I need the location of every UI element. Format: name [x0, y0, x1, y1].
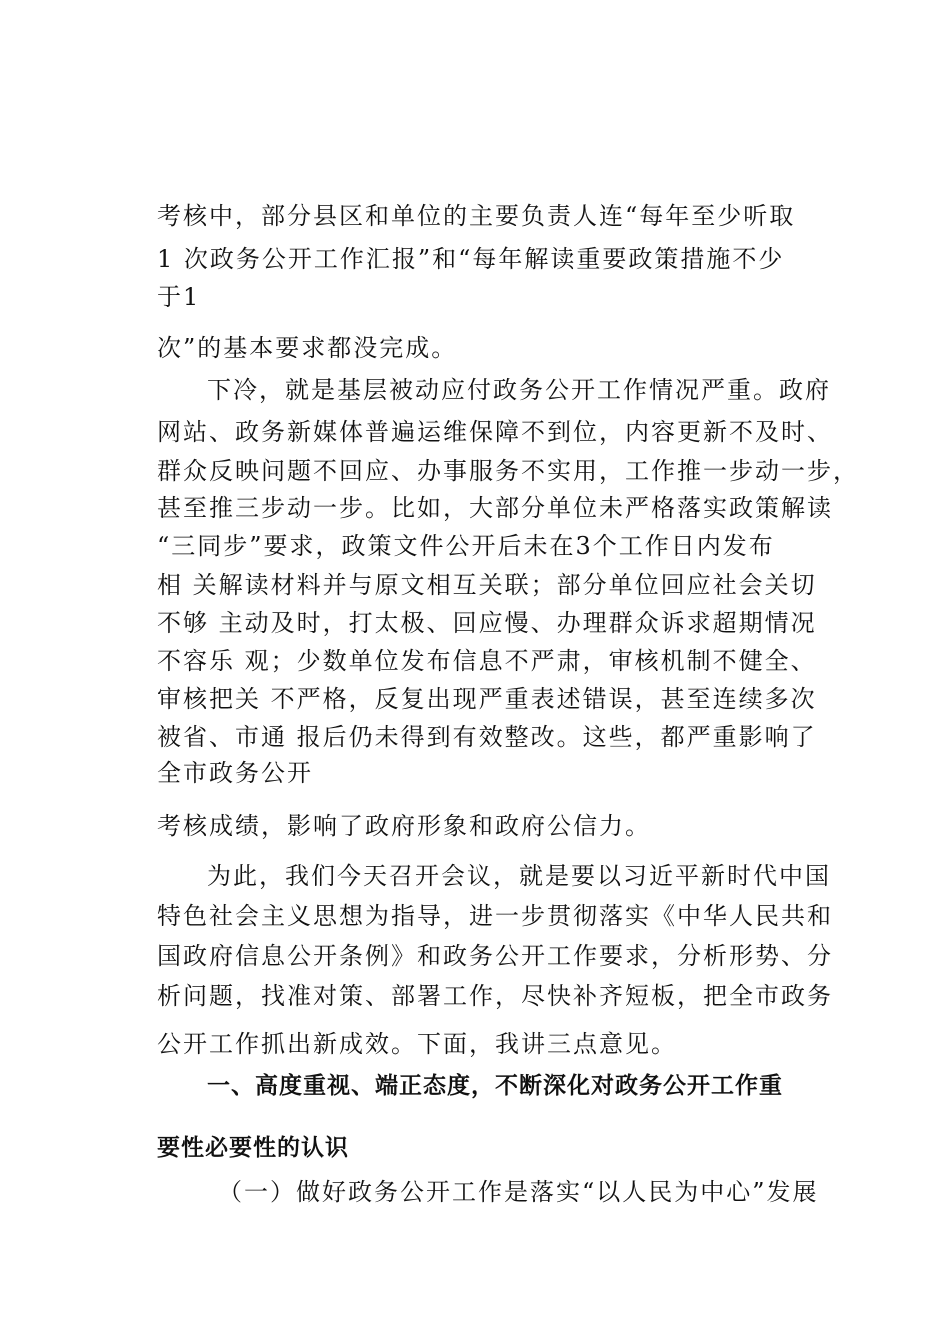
- subsection-heading: （一）做好政务公开工作是落实“以人民为中心”发展: [218, 1178, 819, 1206]
- text-line: 网站、政务新媒体普遍运维保障不到位，内容更新不及时、: [157, 418, 833, 446]
- paragraph-start-line: 为此，我们今天召开会议，就是要以习近平新时代中国: [207, 862, 831, 890]
- text-line: 特色社会主义思想为指导，进一步贯彻落实《中华人民共和: [157, 902, 833, 930]
- text-line: 不够 主动及时，打太极、回应慢、办理群众诉求超期情况: [157, 609, 817, 637]
- text-line: “三同步”要求，政策文件公开后未在3个工作日内发布: [157, 532, 775, 560]
- text-line: 次”的基本要求都没完成。: [157, 334, 458, 362]
- text-line: 全市政务公开: [157, 759, 313, 787]
- section-heading: 一、高度重视、端正态度，不断深化对政务公开工作重: [207, 1073, 783, 1099]
- text-line: 国政府信息公开条例》和政务公开工作要求，分析形势、分: [157, 942, 833, 970]
- text-line: 群众反映问题不回应、办事服务不实用，工作推一步动一步，: [157, 457, 859, 485]
- text-line: 考核中，部分县区和单位的主要负责人连“每年至少听取: [157, 202, 796, 230]
- text-line: 1 次政务公开工作汇报”和“每年解读重要政策措施不少: [157, 245, 785, 273]
- text-line: 相 关解读材料并与原文相互关联；部分单位回应社会关切: [157, 571, 817, 599]
- text-line: 公开工作抓出新成效。下面，我讲三点意见。: [157, 1030, 677, 1058]
- text-line: 考核成绩，影响了政府形象和政府公信力。: [157, 812, 651, 840]
- text-line: 被省、市通 报后仍未得到有效整改。这些，都严重影响了: [157, 723, 817, 751]
- section-heading-continued: 要性必要性的认识: [157, 1135, 349, 1161]
- text-line: 甚至推三步动一步。比如，大部分单位未严格落实政策解读: [157, 494, 833, 522]
- paragraph-start-line: 下冷，就是基层被动应付政务公开工作情况严重。政府: [207, 376, 831, 404]
- text-line: 析问题，找准对策、部署工作，尽快补齐短板，把全市政务: [157, 982, 833, 1010]
- text-line: 不容乐 观；少数单位发布信息不严肃，审核机制不健全、: [157, 647, 817, 675]
- text-line: 审核把关 不严格，反复出现严重表述错误，甚至连续多次: [157, 685, 817, 713]
- text-line: 于1: [157, 283, 201, 311]
